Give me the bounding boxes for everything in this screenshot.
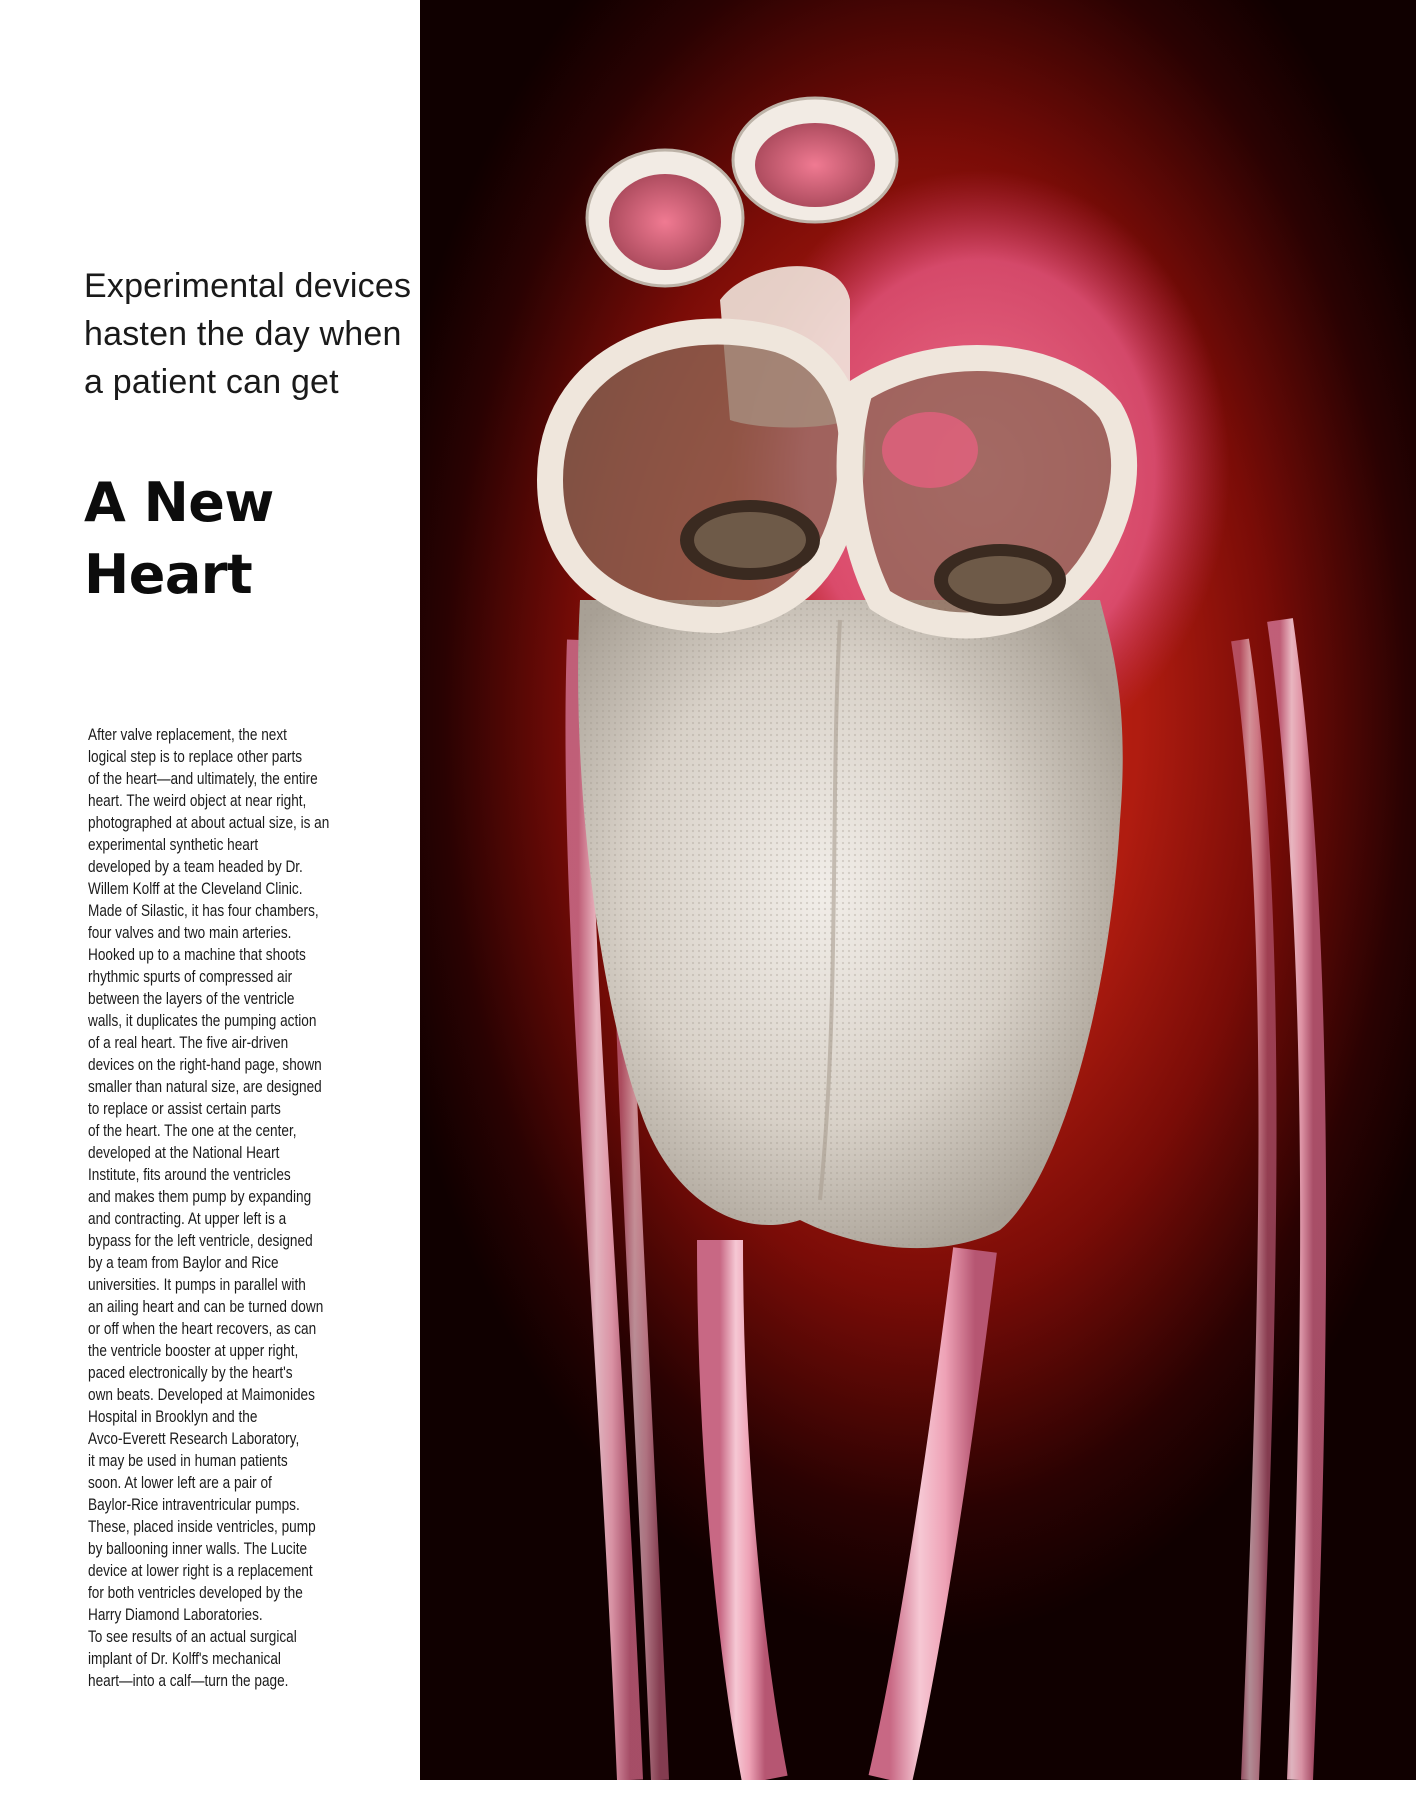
body-copy: [88, 724, 330, 1692]
body-line: own beats. Developed at Maimonides: [88, 1385, 315, 1404]
body-line: between the layers of the ventricle: [88, 989, 295, 1008]
body-line: it may be used in human patients: [88, 1451, 288, 1470]
body-line: experimental synthetic heart: [88, 835, 259, 854]
tube-front-left: [720, 1240, 765, 1780]
body-line: Hooked up to a machine that shoots: [88, 945, 306, 964]
headline: A New Heart: [84, 471, 274, 606]
body-line: bypass for the left ventricle, designed: [88, 1231, 313, 1250]
body-line: walls, it duplicates the pumping action: [88, 1011, 317, 1030]
body-line: and makes them pump by expanding: [88, 1187, 312, 1206]
body-line: of the heart. The one at the center,: [88, 1121, 297, 1140]
body-line: for both ventricles developed by the: [88, 1583, 303, 1602]
body-line: and contracting. At upper left is a: [88, 1209, 287, 1228]
body-line: implant of Dr. Kolff's mechanical: [88, 1649, 281, 1668]
body-line: universities. It pumps in parallel with: [88, 1275, 306, 1294]
atrium-cuff-right: [850, 358, 1125, 625]
body-line: rhythmic spurts of compressed air: [88, 967, 293, 986]
body-line: device at lower right is a replacement: [88, 1561, 313, 1580]
body-line: smaller than natural size, are designed: [88, 1077, 322, 1096]
body-line: Institute, fits around the ventricles: [88, 1165, 291, 1184]
synthetic-heart-illustration: [420, 0, 1416, 1780]
body-line: four valves and two main arteries.: [88, 923, 292, 942]
body-line: devices on the right-hand page, shown: [88, 1055, 322, 1074]
body-line: of the heart—and ultimately, the entire: [88, 769, 318, 788]
artery-ring-left: [587, 150, 743, 286]
body-line: Avco-Everett Research Laboratory,: [88, 1429, 300, 1448]
ventricle-mesh-texture: [578, 600, 1123, 1248]
body-line: or off when the heart recovers, as can: [88, 1319, 317, 1338]
synthetic-heart-photo: [420, 0, 1416, 1780]
body-line: by ballooning inner walls. The Lucite: [88, 1539, 308, 1558]
body-line: developed at the National Heart: [88, 1143, 280, 1162]
body-line: to replace or assist certain parts: [88, 1099, 281, 1118]
body-line: photographed at about actual size, is an: [88, 813, 330, 832]
tube-right-outer: [1280, 620, 1313, 1780]
body-line: the ventricle booster at upper right,: [88, 1341, 299, 1360]
body-line: heart. The weird object at near right,: [88, 791, 307, 810]
atrium-cuff-left: [550, 331, 852, 620]
body-lines: [88, 724, 330, 1692]
body-line: Baylor-Rice intraventricular pumps.: [88, 1495, 300, 1514]
tube-front-right: [890, 1250, 975, 1780]
body-line: Willem Kolff at the Cleveland Clinic.: [88, 879, 303, 898]
artery-ring-right: [733, 98, 897, 222]
intro-deck: Experimental devices hasten the day when a patient can get: [84, 267, 412, 401]
tube-right-inner: [1240, 640, 1268, 1780]
body-line: After valve replacement, the next: [88, 725, 287, 744]
body-line: developed by a team headed by Dr.: [88, 857, 303, 876]
body-line: soon. At lower left are a pair of: [88, 1473, 272, 1492]
body-line: an ailing heart and can be turned down: [88, 1297, 324, 1316]
body-line: Made of Silastic, it has four chambers,: [88, 901, 319, 920]
body-line: Hospital in Brooklyn and the: [88, 1407, 258, 1426]
body-line: of a real heart. The five air-driven: [88, 1033, 289, 1052]
body-line: paced electronically by the heart's: [88, 1363, 293, 1382]
body-line: heart—into a calf—turn the page.: [88, 1671, 289, 1690]
body-line: To see results of an actual surgical: [88, 1627, 297, 1646]
body-line: logical step is to replace other parts: [88, 747, 303, 766]
body-line: These, placed inside ventricles, pump: [88, 1517, 316, 1536]
text-column: [0, 0, 420, 1800]
body-line: by a team from Baylor and Rice: [88, 1253, 279, 1272]
body-line: Harry Diamond Laboratories.: [88, 1605, 263, 1624]
